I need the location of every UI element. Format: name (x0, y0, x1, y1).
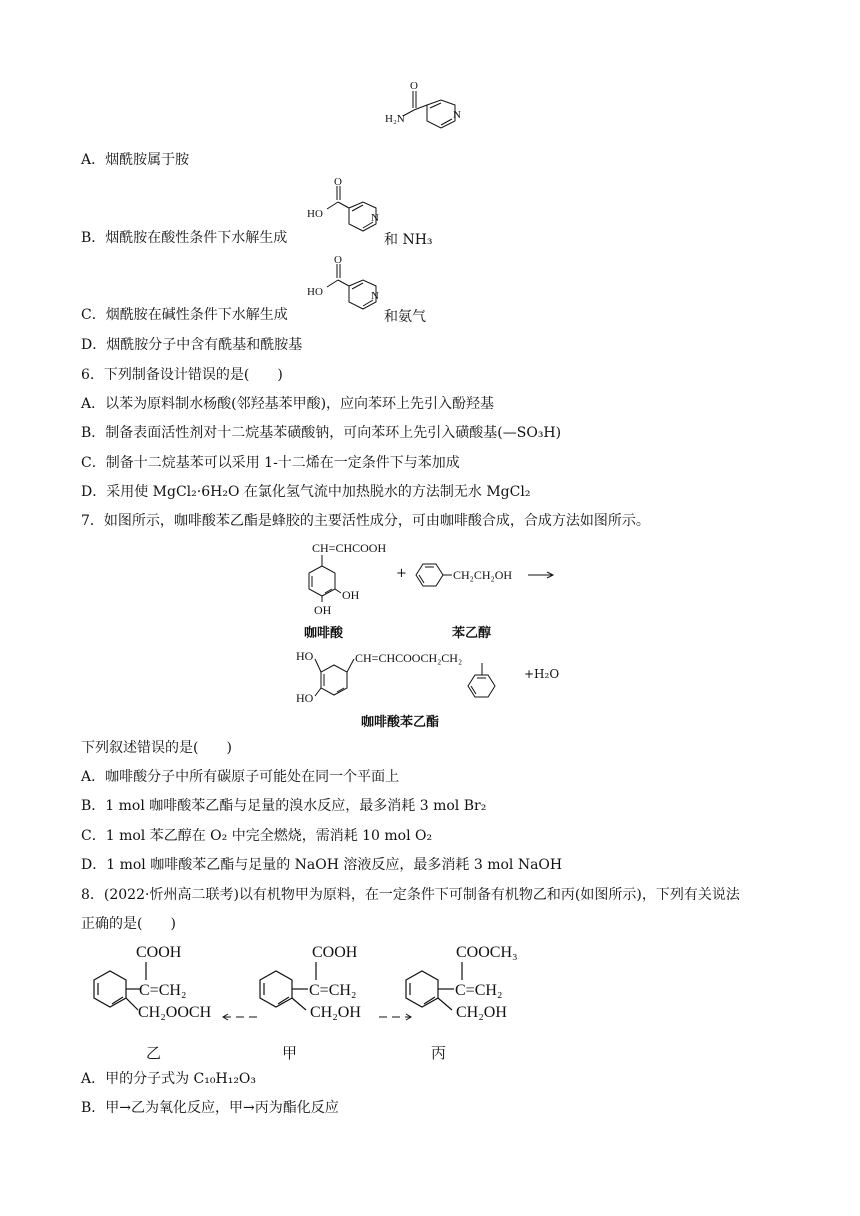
phenethyl-chain-label: CH₂CH₂OH (453, 568, 513, 582)
q7-option-d: D．1 mol 咖啡酸苯乙酯与足量的 NaOH 溶液反应，最多消耗 3 mol NaOH (81, 857, 563, 873)
q6-option-a: A．以苯为原料制水杨酸(邻羟基苯甲酸)，应向苯环上先引入酚羟基 (81, 396, 495, 412)
svg-text:N: N (371, 290, 379, 302)
svg-text:O: O (334, 254, 342, 266)
q6-option-b: B．制备表面活性剂对十二烷基苯磺酸钠，可向苯环上先引入磺酸基(—SO₃H) (81, 425, 562, 441)
q5-option-c-suffix: 和氨气 (384, 309, 426, 325)
cape-ho-bottom: HO (296, 691, 314, 705)
q7-option-c: C．1 mol 苯乙醇在 O₂ 中完全燃烧，需消耗 10 mol O₂ (81, 828, 433, 844)
jia-mid-label: C=CH₂ (309, 982, 357, 999)
q8-stem-line1: 8．(2022·忻州高二联考)以有机物甲为原料，在一定条件下可制备有机物乙和丙(如图所示)，下列有关说法 (81, 887, 740, 903)
q5-option-b-suffix: 和 NH₃ (384, 232, 433, 248)
amide-o-label: O (410, 80, 418, 92)
caffeic-oh-right: OH (342, 588, 360, 602)
caffeic-oh-bottom: OH (314, 603, 332, 617)
q6-stem: 6．下列制备设计错误的是( ) (81, 367, 283, 383)
acid-ho-label: HO (307, 208, 323, 220)
acid-o-label: O (334, 176, 342, 188)
q7-water: +H₂O (524, 667, 560, 681)
q6-option-d: D．采用使 MgCl₂·6H₂O 在氯化氢气流中加热脱水的方法制无水 MgCl₂ (81, 484, 531, 500)
ring-n-label: N (453, 109, 461, 121)
q7-option-b: B．1 mol 咖啡酸苯乙酯与足量的溴水反应，最多消耗 3 mol Br₂ (81, 798, 487, 814)
q7-plus: + (396, 566, 407, 581)
q7-option-a: A．咖啡酸分子中所有碳原子可能处在同一个平面上 (81, 769, 400, 785)
q8-option-b: B．甲→乙为氧化反应，甲→丙为酯化反应 (81, 1100, 339, 1116)
cape-name: 咖啡酸苯乙酯 (361, 715, 440, 730)
q7-stem: 7．如图所示，咖啡酸苯乙酯是蜂胶的主要活性成分，可由咖啡酸合成，合成方法如图所示。 (81, 513, 650, 529)
cape-ho-top: HO (296, 649, 314, 663)
compound-yi-name: 乙 (146, 1044, 162, 1062)
phenethyl-alcohol-structure (414, 560, 564, 594)
q5-option-b: B．烟酰胺在酸性条件下水解生成 (81, 230, 288, 246)
jia-bot-label: CH₂OH (310, 1004, 361, 1021)
amide-n-label: H₂N (385, 113, 405, 125)
nicotinic-acid-structure-c (307, 256, 387, 318)
nicotinic-acid-structure-b (307, 178, 387, 240)
q8-option-a: A．甲的分子式为 C₁₀H₁₂O₃ (81, 1071, 257, 1087)
jia-top-label: COOH (312, 944, 358, 961)
compound-yi-structure (80, 940, 240, 1036)
svg-text:HO: HO (307, 286, 323, 298)
q7-question: 下列叙述错误的是( ) (81, 740, 232, 756)
acid-n-label: N (371, 212, 379, 224)
yi-top-label: COOH (136, 944, 182, 961)
caffeic-acid-structure (292, 538, 387, 620)
q8-stem-line2: 正确的是( ) (81, 916, 176, 932)
yi-mid-label: C=CH₂ (139, 982, 187, 999)
yi-bot-label: CH₂OOCH (138, 1004, 212, 1021)
caffeic-acid-name: 咖啡酸 (304, 626, 344, 641)
compound-bing-structure (402, 940, 562, 1036)
bing-bot-label: CH₂OH (456, 1004, 507, 1021)
bing-top-label: COOCH₃ (456, 944, 518, 961)
compound-jia-name: 甲 (282, 1044, 298, 1062)
q6-option-c: C．制备十二烷基苯可以采用 1-十二烯在一定条件下与苯加成 (81, 455, 460, 471)
q5-option-c: C．烟酰胺在碱性条件下水解生成 (81, 307, 288, 323)
bing-mid-label: C=CH₂ (455, 982, 503, 999)
compound-bing-name: 丙 (431, 1044, 447, 1062)
q5-option-a: A．烟酰胺属于胺 (81, 152, 190, 168)
q5-option-d: D．烟酰胺分子中含有酰基和酰胺基 (81, 337, 303, 353)
caffeic-chain-label: CH=CHCOOH (312, 541, 387, 555)
cape-chain-label: CH=CHCOOCH₂CH₂ (355, 651, 463, 665)
phenethyl-alcohol-name: 苯乙醇 (452, 626, 492, 641)
nicotinamide-structure (385, 78, 475, 134)
